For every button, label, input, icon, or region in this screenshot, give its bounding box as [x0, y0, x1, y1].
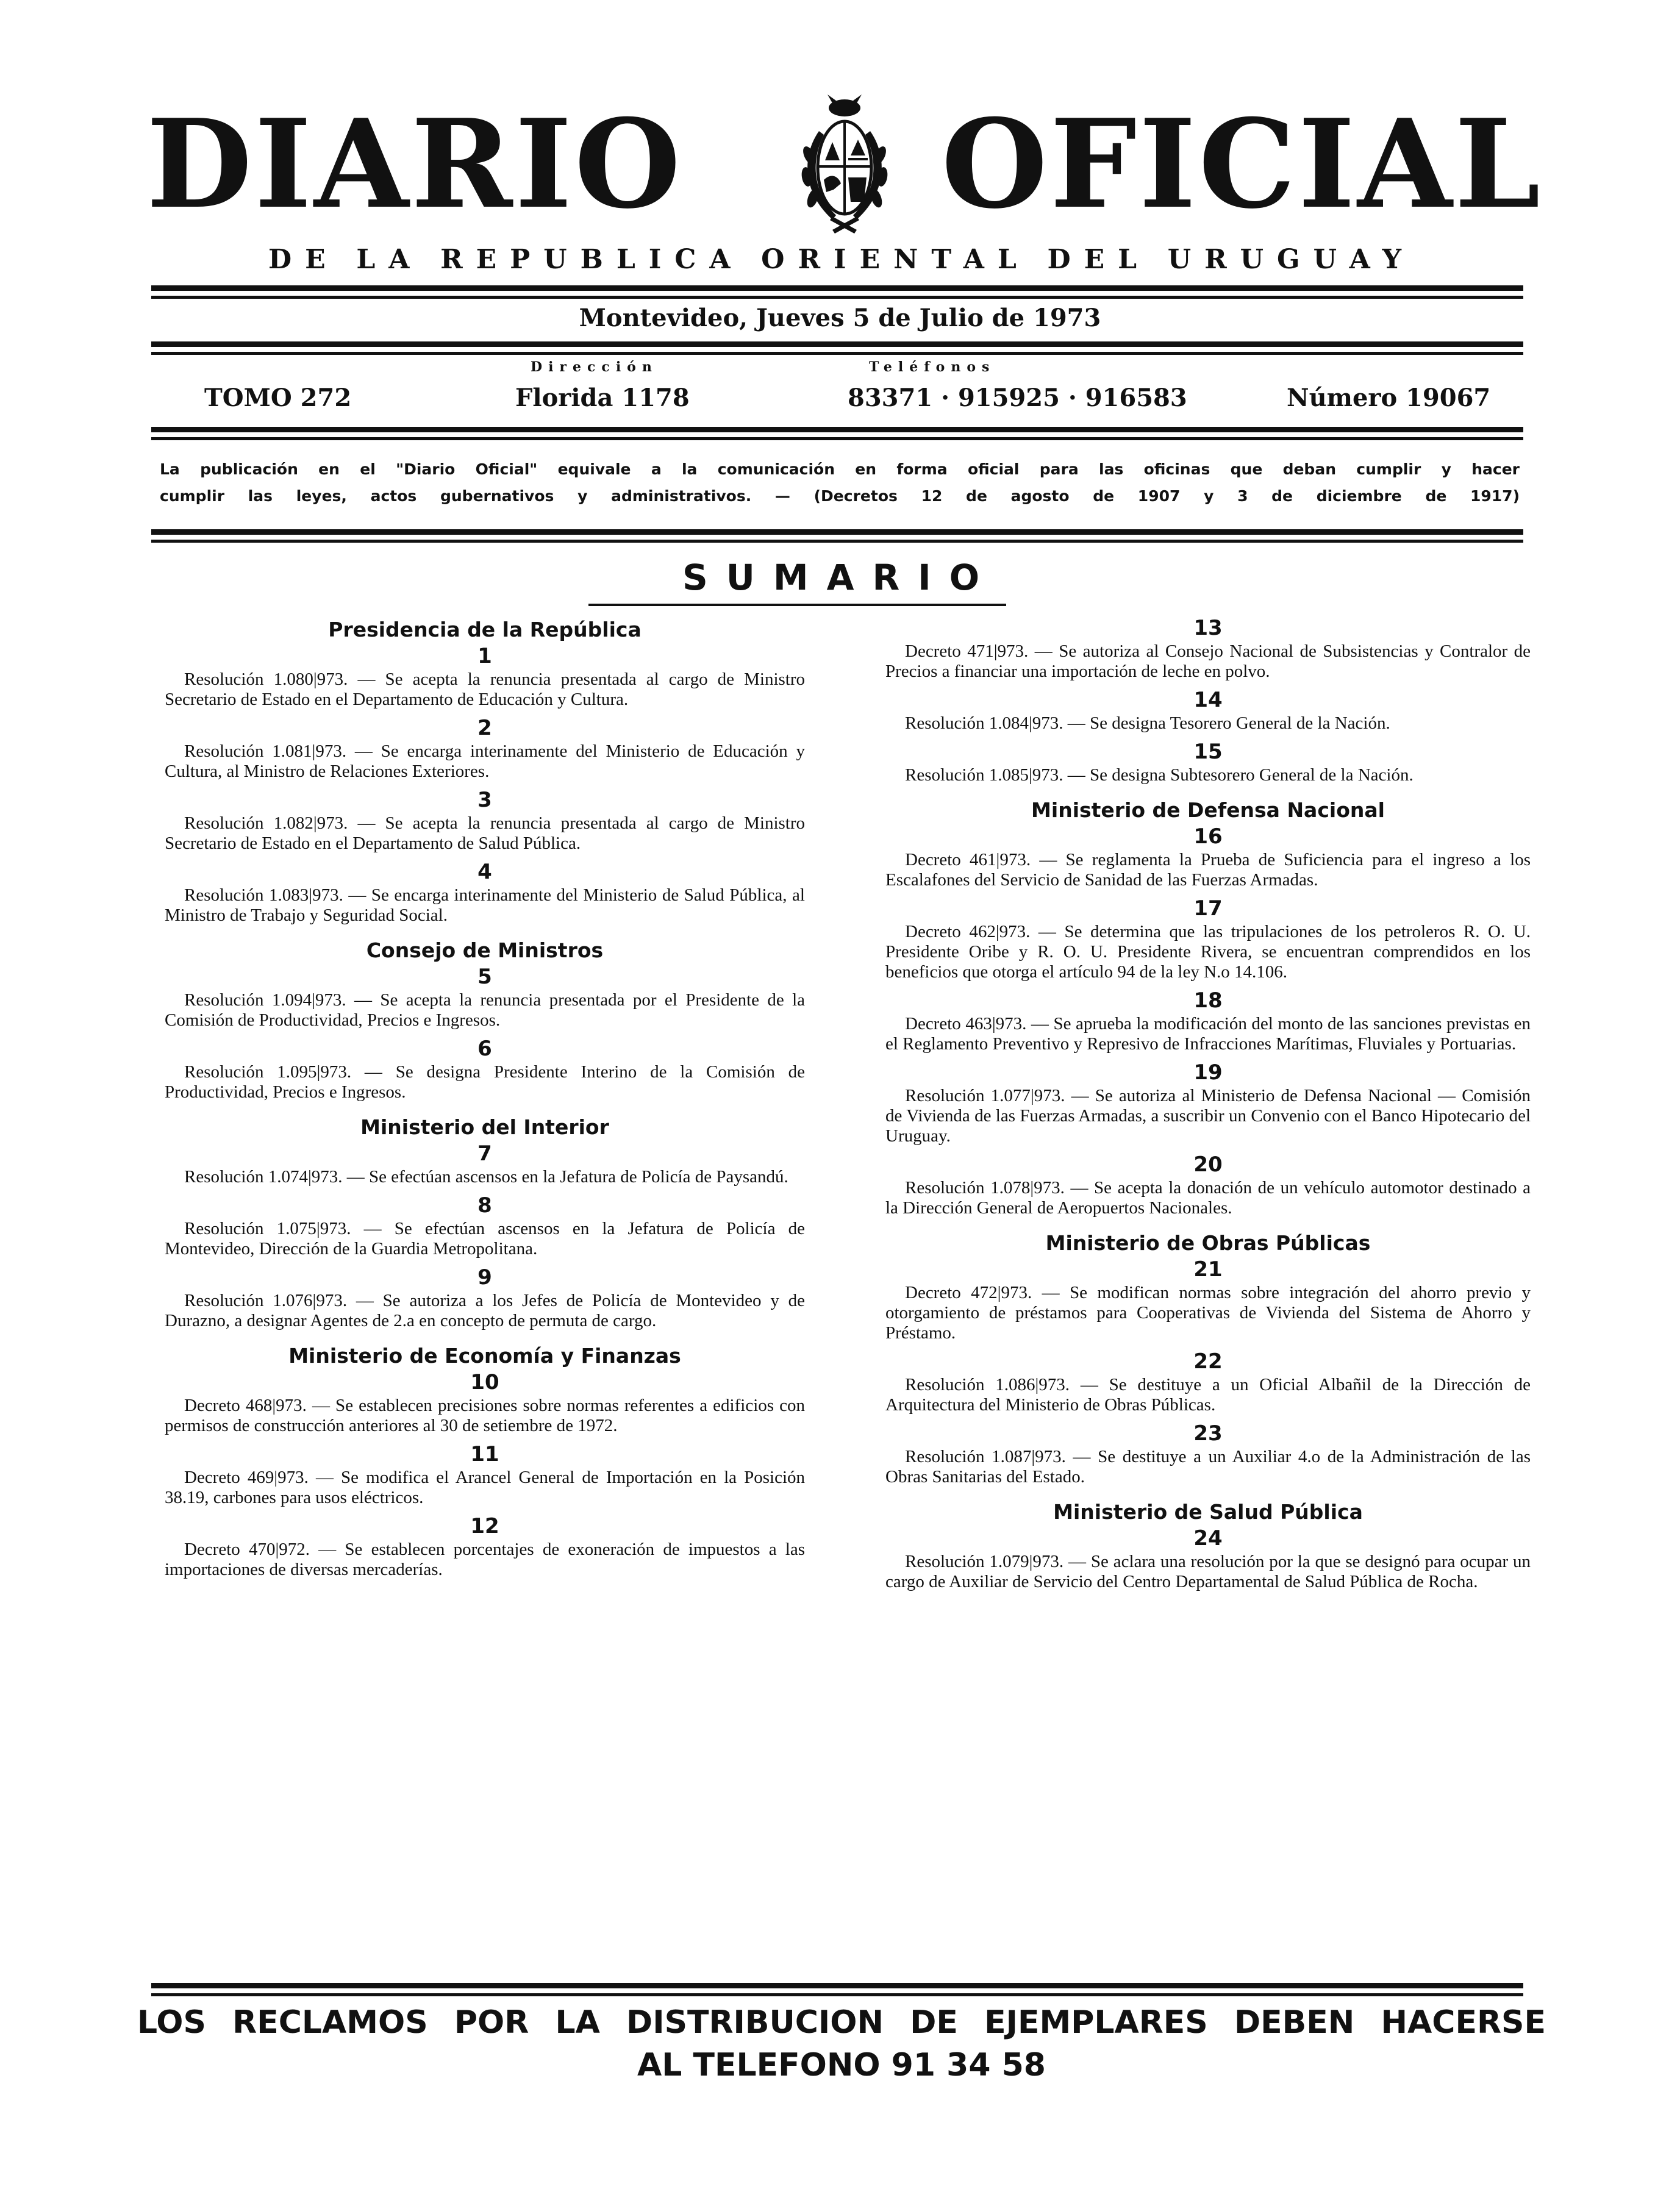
item-number: 13 [1193, 616, 1223, 640]
direccion-value: Florida 1178 [515, 384, 690, 412]
subtitle-word: LA [356, 244, 423, 275]
sumario-heading: SUMARIO [682, 557, 998, 598]
summary-item-text: Decreto 469|973. — Se modifica el Arancel General de Importación en la Posición 38.19, carbones para usos eléctricos. [165, 1468, 805, 1507]
summary-item-text: Resolución 1.085|973. — Se designa Subtesorero General de la Nación. [905, 765, 1414, 785]
masthead-subtitle [268, 244, 1415, 276]
direccion-label: Dirección [531, 359, 658, 375]
item-number: 3 [477, 788, 492, 812]
sumario-underline [588, 604, 1006, 606]
legal-notice [160, 456, 1520, 510]
summary-item-text: Resolución 1.087|973. — Se destituye a un Auxiliar 4.o de la Administración de las Obras Sanitarias del Estado. [885, 1447, 1531, 1487]
summary-item-text: Resolución 1.078|973. — Se acepta la donación de un vehículo automotor destinado a la Dirección General de Aeropuertos Nacionales. [885, 1178, 1531, 1218]
divider-rule [151, 529, 1523, 543]
item-number: 19 [1193, 1060, 1223, 1085]
summary-item-text: Resolución 1.084|973. — Se designa Tesorero General de la Nación. [905, 713, 1390, 733]
section-heading: Ministerio de Obras Públicas [1045, 1231, 1371, 1255]
subtitle-word: DEL [1047, 244, 1151, 275]
dateline: Montevideo, Jueves 5 de Julio de 1973 [579, 304, 1101, 332]
summary-item-text: Resolución 1.095|973. — Se designa Presidente Interino de la Comisión de Productividad, Precios e Ingresos. [165, 1062, 805, 1102]
item-number: 17 [1193, 896, 1223, 921]
item-number: 22 [1193, 1349, 1223, 1374]
divider-rule [151, 427, 1523, 440]
masthead-title-left: DIARIO [146, 93, 684, 236]
divider-rule [151, 1983, 1523, 1996]
summary-item-text: Resolución 1.086|973. — Se destituye a un Oficial Albañil de la Dirección de Arquitectura del Ministerio de Obras Públicas. [885, 1375, 1531, 1415]
masthead [146, 91, 1543, 238]
section-heading: Ministerio de Economía y Finanzas [288, 1344, 681, 1368]
item-number: 5 [477, 965, 492, 989]
section-heading: Ministerio de Salud Pública [1053, 1500, 1363, 1524]
telefonos-value: 83371 · 915925 · 916583 [848, 384, 1187, 412]
item-number: 15 [1193, 740, 1223, 764]
subtitle-word: URUGUAY [1167, 244, 1415, 275]
section-heading: Ministerio del Interior [360, 1115, 609, 1139]
issue-number: Número 19067 [1287, 384, 1491, 412]
telefonos-label: Teléfonos [869, 359, 996, 375]
item-number: 21 [1193, 1257, 1223, 1282]
distribution-notice [137, 2001, 1546, 2087]
item-number: 1 [477, 644, 492, 668]
summary-item-text: Resolución 1.076|973. — Se autoriza a los Jefes de Policía de Montevideo y de Durazno, a designar Agentes de 2.a en concepto de permuta de cargo. [165, 1291, 805, 1330]
section-heading: Presidencia de la República [328, 618, 642, 641]
item-number: 12 [470, 1514, 499, 1538]
legal-notice-line: cumplir las leyes, actos gubernativos y administrativos. — (Decretos 12 de agosto de 1907 y 3 de diciembre de 1917) [160, 487, 1520, 505]
summary-item-text: Resolución 1.083|973. — Se encarga interinamente del Ministerio de Salud Pública, al Ministro de Trabajo y Seguridad Social. [165, 885, 805, 925]
summary-item-text: Resolución 1.075|973. — Se efectúan ascensos en la Jefatura de Policía de Montevideo, Dirección de la Guardia Metropolitana. [165, 1219, 805, 1259]
item-number: 7 [477, 1141, 492, 1166]
distribution-notice-phone: AL TELEFONO 91 34 58 [637, 2047, 1046, 2083]
tomo-number: TOMO 272 [204, 384, 352, 412]
subtitle-word: DE [268, 244, 339, 275]
item-number: 6 [477, 1037, 492, 1061]
summary-item-text: Resolución 1.094|973. — Se acepta la renuncia presentada por el Presidente de la Comisión de Productividad, Precios e Ingresos. [165, 990, 805, 1030]
item-number: 18 [1193, 988, 1223, 1013]
summary-column-left [165, 615, 805, 1585]
summary-item-text: Resolución 1.077|973. — Se autoriza al Ministerio de Defensa Nacional — Comisión de Vivienda de las Fuerzas Armadas, a suscribir un Convenio con el Banco Hipotecario del Uruguay. [885, 1086, 1531, 1146]
summary-item-text: Resolución 1.080|973. — Se acepta la renuncia presentada al cargo de Ministro Secretario de Estado en el Departamento de Educación y Cultura. [165, 669, 805, 709]
summary-item-text: Resolución 1.079|973. — Se aclara una resolución por la que se designó para ocupar un cargo de Auxiliar de Servicio del Centro Departamental de Salud Pública de Rocha. [885, 1552, 1531, 1591]
item-number: 20 [1193, 1152, 1223, 1177]
section-heading: Ministerio de Defensa Nacional [1031, 798, 1385, 822]
item-number: 11 [470, 1442, 499, 1466]
summary-item-text: Decreto 471|973. — Se autoriza al Consejo Nacional de Subsistencias y Contralor de Precios a financiar una importación de leche en polvo. [885, 641, 1531, 681]
legal-notice-line: La publicación en el "Diario Oficial" equivale a la comunicación en forma oficial para las oficinas que deban cumplir y hacer [160, 460, 1520, 478]
section-heading: Consejo de Ministros [366, 938, 604, 962]
item-number: 23 [1193, 1421, 1223, 1446]
masthead-title-right: OFICIAL [941, 93, 1543, 236]
summary-item-text: Decreto 470|972. — Se establecen porcentajes de exoneración de impuestos a las importaciones de diversas mercaderías. [165, 1540, 805, 1579]
summary-item-text: Resolución 1.074|973. — Se efectúan ascensos en la Jefatura de Policía de Paysandú. [184, 1167, 788, 1187]
item-number: 16 [1193, 824, 1223, 849]
divider-rule [151, 285, 1523, 299]
item-number: 24 [1193, 1526, 1223, 1551]
subtitle-word: ORIENTAL [761, 244, 1030, 275]
summary-item-text: Decreto 468|973. — Se establecen precisiones sobre normas referentes a edificios con permisos de construcción anteriores al 30 de setiembre de 1972. [165, 1396, 805, 1435]
summary-column-right [885, 615, 1531, 1597]
item-number: 2 [477, 716, 492, 740]
item-number: 14 [1193, 688, 1223, 712]
item-number: 9 [477, 1265, 492, 1290]
summary-item-text: Decreto 472|973. — Se modifican normas sobre integración del ahorro previo y otorgamiento de préstamos para Cooperativas de Vivienda del Sistema de Ahorro y Préstamo. [885, 1283, 1531, 1343]
summary-item-text: Resolución 1.082|973. — Se acepta la renuncia presentada al cargo de Ministro Secretario de Estado en el Departamento de Salud Pública. [165, 813, 805, 853]
divider-rule [151, 341, 1523, 355]
summary-item-text: Decreto 461|973. — Se reglamenta la Prueba de Suficiencia para el ingreso a los Escalafones del Servicio de Sanidad de las Fuerzas Armadas. [885, 850, 1531, 890]
item-number: 10 [470, 1370, 499, 1394]
summary-item-text: Decreto 462|973. — Se determina que las tripulaciones de los petroleros R. O. U. Presidente Oribe y R. O. U. Presidente Rivera, se encuentran comprendidos en los beneficios que otorga el artículo 94 de la ley N.o 14.106. [885, 922, 1531, 982]
distribution-notice-line: LOS RECLAMOS POR LA DISTRIBUCION DE EJEMPLARES DEBEN HACERSE [137, 2004, 1546, 2041]
summary-item-text: Resolución 1.081|973. — Se encarga interinamente del Ministerio de Educación y Cultura, al Ministro de Relaciones Exteriores. [165, 741, 805, 781]
item-number: 4 [477, 860, 492, 884]
coat-of-arms-icon [793, 95, 896, 235]
item-number: 8 [477, 1193, 492, 1218]
summary-item-text: Decreto 463|973. — Se aprueba la modificación del monto de las sanciones previstas en el Reglamento Preventivo y Represivo de Infracciones Marítimas, Fluviales y Portuarias. [885, 1014, 1531, 1054]
subtitle-word: REPUBLICA [440, 244, 744, 275]
